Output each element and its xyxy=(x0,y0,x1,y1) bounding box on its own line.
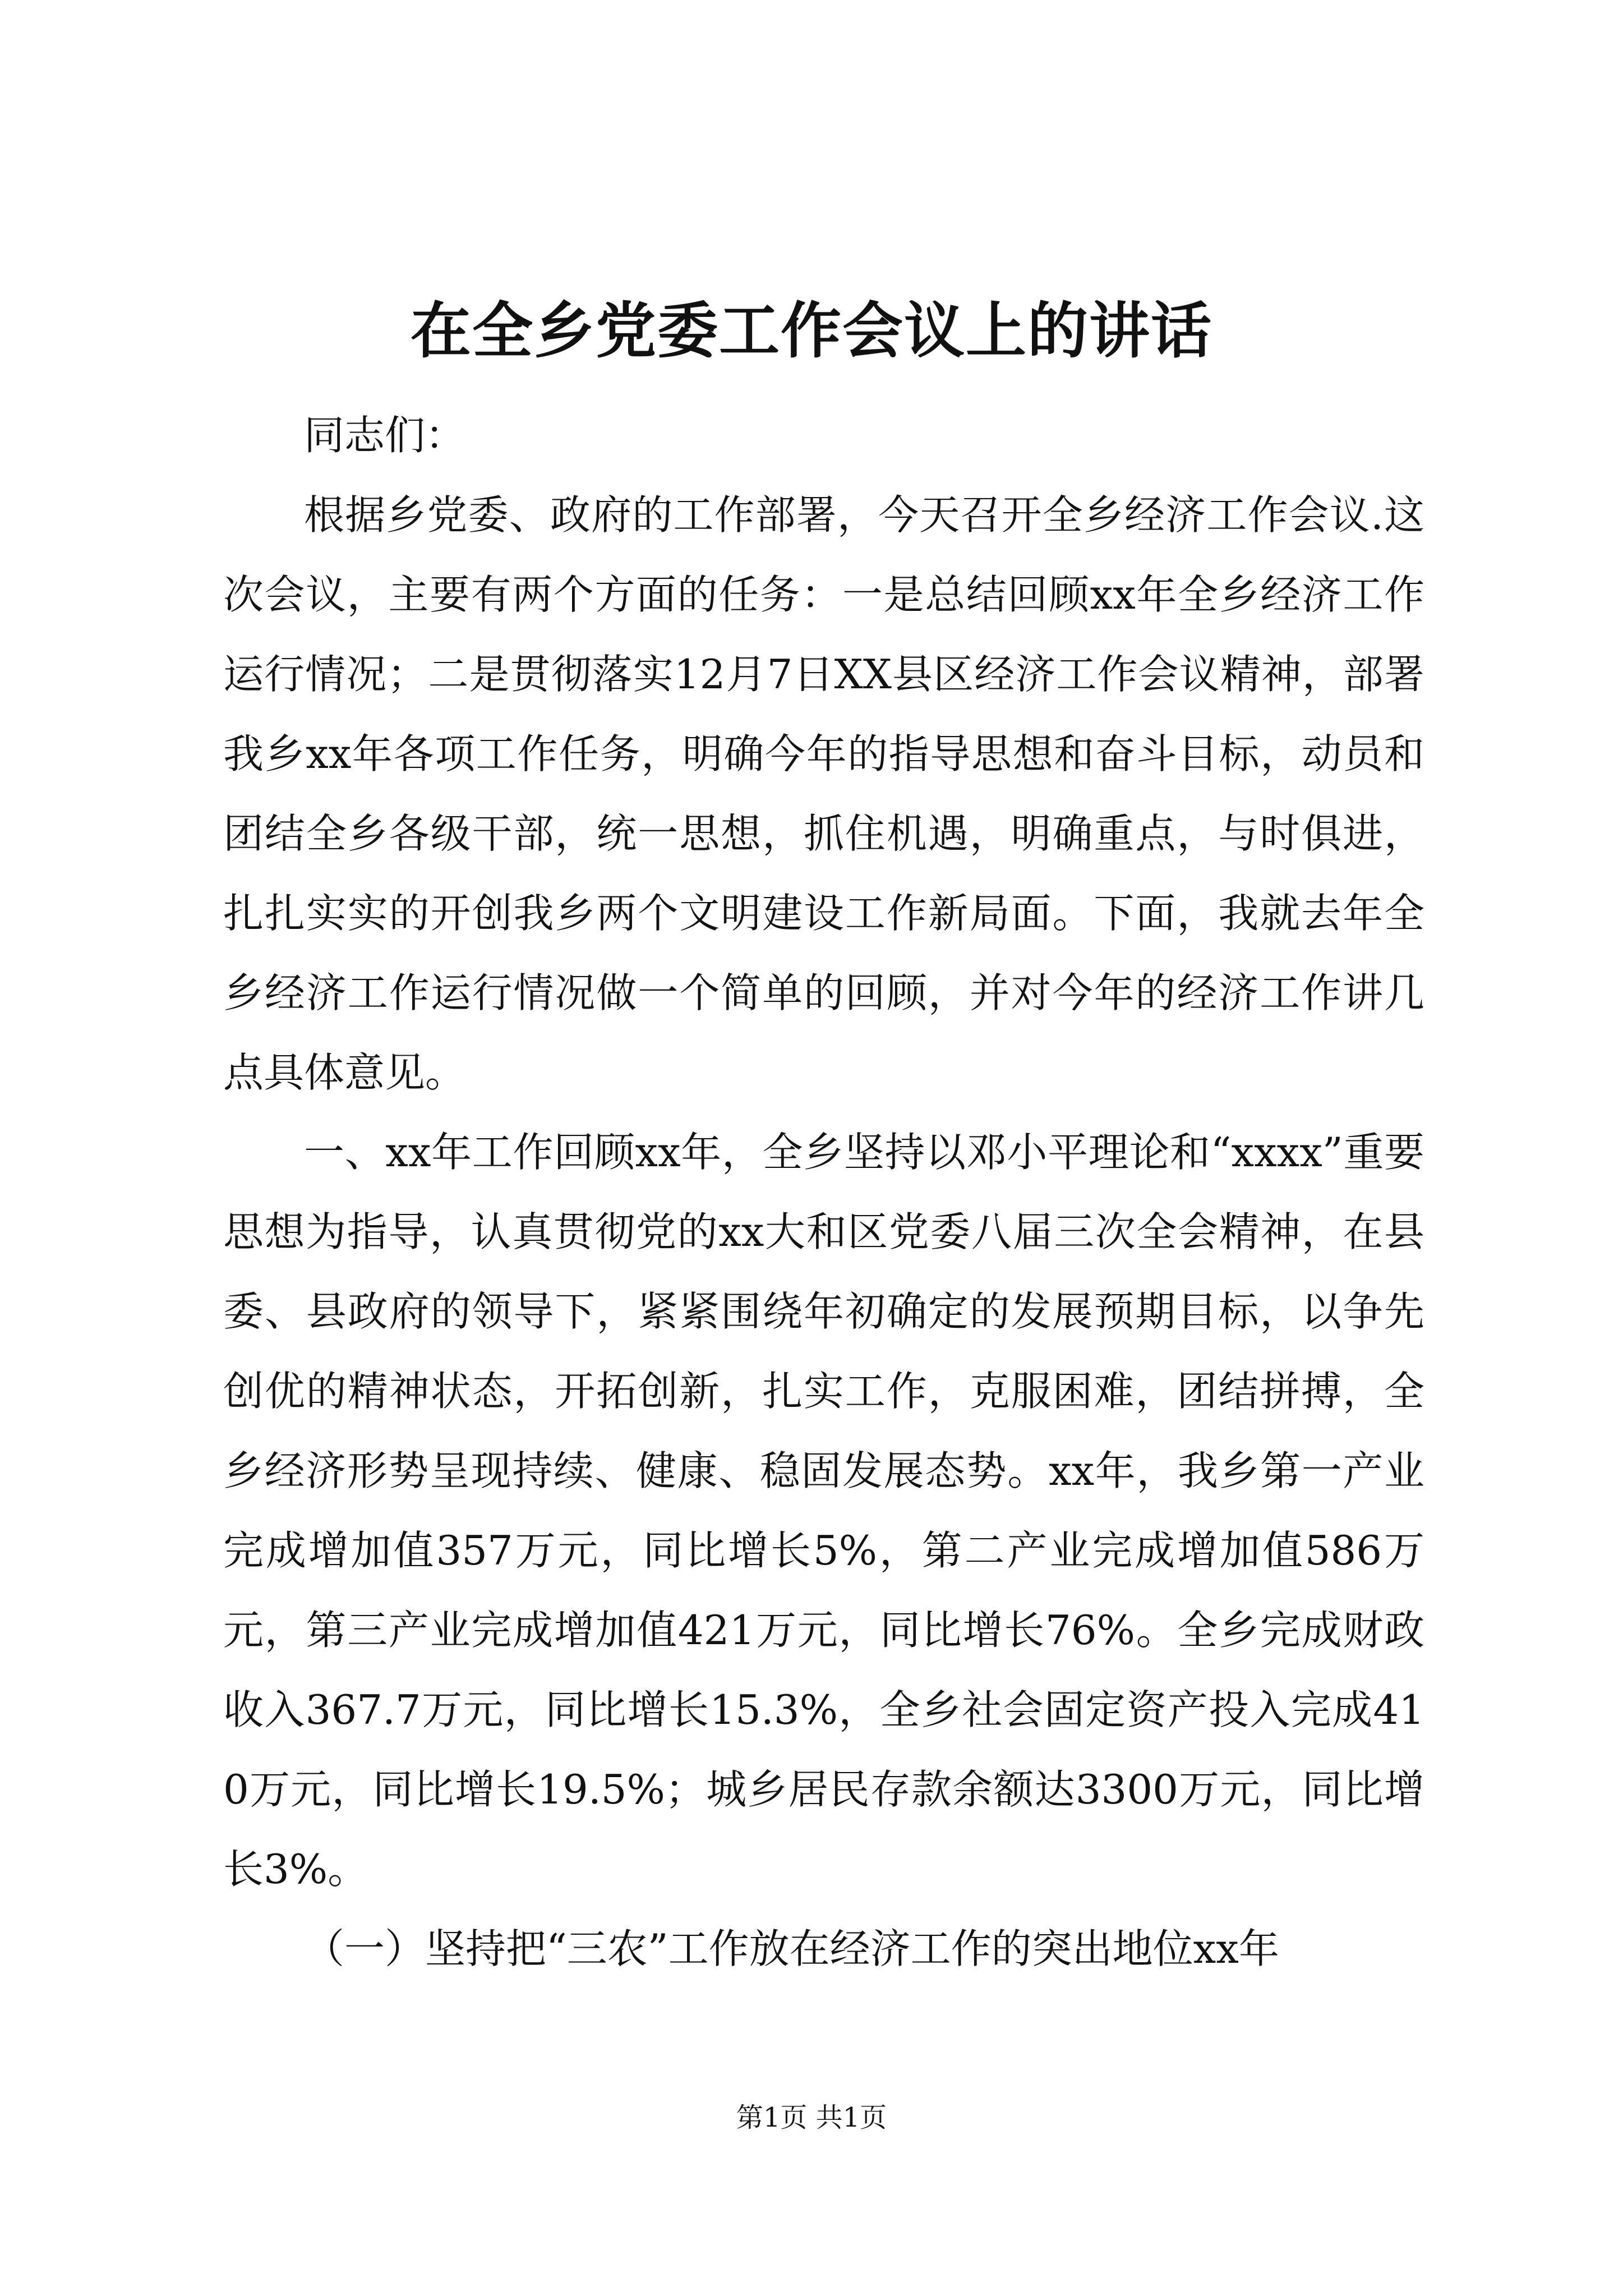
intro-paragraph: 根据乡党委、政府的工作部署，今天召开全乡经济工作会议.这次会议，主要有两个方面的任务：一是总结回顾xx年全乡经济工作运行情况；二是贯彻落实12月7日XX县区经济工作会议精神，部署我乡xx年各项工作任务，明确今年的指导思想和奋斗目标，动员和团结全乡各级干部，统一思想，抓住机遇，明确重点，与时俱进，扎扎实实的开创我乡两个文明建设工作新局面。下面，我就去年全乡经济工作运行情况做一个简单的回顾，并对今年的经济工作讲几点具体意见。 xyxy=(223,491,1424,1096)
page-footer: 第1页 共1页 xyxy=(736,2102,887,2133)
page-title: 在全乡党委工作会议上的讲话 xyxy=(410,296,1212,366)
document-body xyxy=(223,395,1424,1989)
section-heading-paragraph: （一）坚持把“三农”工作放在经济工作的突出地位xx年 xyxy=(304,1925,1279,1972)
salutation-paragraph: 同志们： xyxy=(304,412,466,459)
review-paragraph: 一、xx年工作回顾xx年，全乡坚持以邓小平理论和“xxxx”重要思想为指导，认真贯彻党的xx大和区党委八届三次全会精神，在县委、县政府的领导下，紧紧围绕年初确定的发展预期目标，以争先创优的精神状态，开拓创新，扎实工作，克服困难，团结拼搏，全乡经济形势呈现持续、健康、稳固发展态势。xx年，我乡第一产业完成增加值357万元，同比增长5%，第二产业完成增加值586万元，第三产业完成增加值421万元，同比增长76%。全乡完成财政收入367.7万元，同比增长15.3%，全乡社会固定资产投入完成410万元，同比增长19.5%；城乡居民存款余额达3300万元，同比增长3%。 xyxy=(223,1129,1424,1893)
